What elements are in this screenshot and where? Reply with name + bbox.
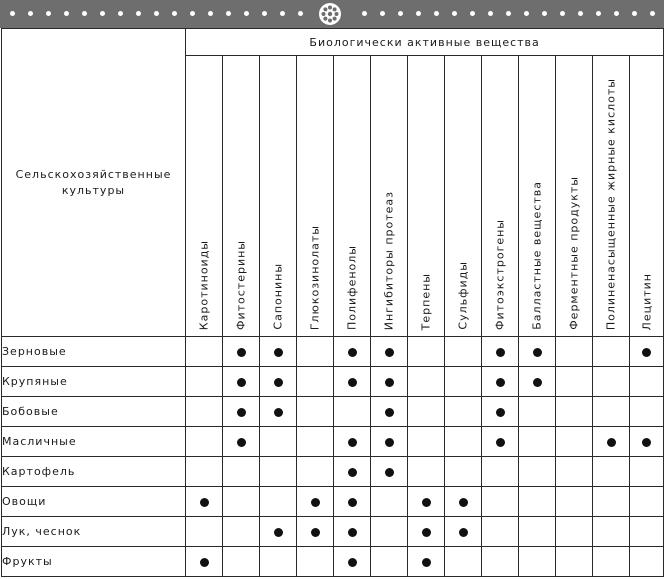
table-cell (482, 397, 519, 427)
substance-header (223, 56, 260, 337)
band-dot (298, 11, 303, 16)
presence-dot-icon (274, 408, 283, 417)
table-cell (334, 397, 371, 427)
presence-dot-icon (459, 528, 468, 537)
substance-header (593, 56, 630, 337)
presence-dot-icon (274, 348, 283, 357)
substance-header (408, 56, 445, 337)
table-cell (593, 487, 630, 517)
presence-dot-icon (642, 348, 651, 357)
table-cell (445, 427, 482, 457)
presence-dot-icon (496, 348, 505, 357)
table-cell (223, 397, 260, 427)
band-dot (10, 11, 15, 16)
table-cell (260, 397, 297, 427)
band-dot (46, 11, 51, 16)
band-dot (506, 11, 511, 16)
substance-label: Глюкозинолаты (308, 224, 322, 330)
table-cell (408, 457, 445, 487)
presence-dot-icon (274, 378, 283, 387)
presence-dot-icon (348, 468, 357, 477)
band-dot (524, 11, 529, 16)
table-cell (519, 367, 556, 397)
table-cell (593, 547, 630, 577)
table-cell (630, 517, 664, 547)
table-cell (593, 517, 630, 547)
table-cell (445, 457, 482, 487)
table-cell (519, 457, 556, 487)
presence-dot-icon (422, 528, 431, 537)
substance-label: Ферментные продукты (567, 176, 581, 330)
table-cell (408, 427, 445, 457)
crop-name: Масличные (2, 427, 186, 457)
table-row (2, 337, 664, 367)
table-cell (260, 367, 297, 397)
table-cell (260, 427, 297, 457)
substance-header (186, 56, 223, 337)
presence-dot-icon (422, 498, 431, 507)
table-cell (556, 517, 593, 547)
presence-dot-icon (348, 498, 357, 507)
table-cell (593, 457, 630, 487)
table-cell (482, 487, 519, 517)
band-dot (244, 11, 249, 16)
presence-dot-icon (385, 348, 394, 357)
table-cell (630, 397, 664, 427)
table-cell (556, 367, 593, 397)
presence-dot-icon (348, 528, 357, 537)
presence-dot-icon (348, 348, 357, 357)
table-cell (630, 367, 664, 397)
table-cell (445, 397, 482, 427)
substance-label: Полиненасыщенные жирные кислоты (604, 77, 618, 330)
presence-dot-icon (385, 438, 394, 447)
band-dot (226, 11, 231, 16)
substance-header (445, 56, 482, 337)
band-dot (154, 11, 159, 16)
table-cell (445, 547, 482, 577)
table-cell (186, 517, 223, 547)
presence-dot-icon (274, 528, 283, 537)
band-dot (614, 11, 619, 16)
table-cell (334, 517, 371, 547)
band-dot (82, 11, 87, 16)
table-cell (630, 427, 664, 457)
table-cell (186, 487, 223, 517)
presence-dot-icon (200, 498, 209, 507)
table-cell (260, 337, 297, 367)
table-cell (297, 457, 334, 487)
table-cell (186, 547, 223, 577)
band-dot (190, 11, 195, 16)
table-cell (408, 517, 445, 547)
table-row (2, 457, 664, 487)
table-cell (593, 427, 630, 457)
table-cell (371, 487, 408, 517)
presence-dot-icon (642, 438, 651, 447)
band-dot (452, 11, 457, 16)
table-cell (482, 427, 519, 457)
presence-dot-icon (385, 378, 394, 387)
substance-label: Терпены (419, 272, 433, 330)
band-dot (650, 11, 655, 16)
substance-label: Полифенолы (345, 245, 359, 330)
table-cell (408, 487, 445, 517)
presence-dot-icon (385, 408, 394, 417)
table-cell (445, 367, 482, 397)
crop-name: Бобовые (2, 397, 186, 427)
table-row (2, 367, 664, 397)
band-dot (280, 11, 285, 16)
table-cell (556, 427, 593, 457)
presence-dot-icon (607, 438, 616, 447)
substance-header (519, 56, 556, 337)
table-cell (519, 517, 556, 547)
table-row (2, 547, 664, 577)
table-cell (556, 487, 593, 517)
table-cell (445, 337, 482, 367)
table-cell (297, 487, 334, 517)
table-cell (482, 457, 519, 487)
table-cell (371, 547, 408, 577)
table-cell (408, 337, 445, 367)
band-dot (434, 11, 439, 16)
substance-label: Балластные вещества (530, 181, 544, 330)
table-cell (556, 397, 593, 427)
table-cell (334, 367, 371, 397)
table-cell (297, 397, 334, 427)
band-dot (488, 11, 493, 16)
presence-dot-icon (533, 378, 542, 387)
band-dot (416, 11, 421, 16)
band-dot (172, 11, 177, 16)
substance-header (630, 56, 664, 337)
table-cell (630, 487, 664, 517)
crop-name: Фрукты (2, 547, 186, 577)
crop-name: Зерновые (2, 337, 186, 367)
table-cell (186, 397, 223, 427)
substance-header (482, 56, 519, 337)
table-cell (556, 547, 593, 577)
presence-dot-icon (348, 438, 357, 447)
substance-label: Сульфиды (456, 261, 470, 330)
table-cell (445, 487, 482, 517)
table-cell (371, 427, 408, 457)
table-cell (593, 397, 630, 427)
table-cell (297, 517, 334, 547)
band-dot (632, 11, 637, 16)
table-cell (482, 367, 519, 397)
band-dot (578, 11, 583, 16)
table-cell (223, 457, 260, 487)
table-cell (334, 337, 371, 367)
presence-dot-icon (385, 468, 394, 477)
table-cell (186, 337, 223, 367)
table-cell (482, 517, 519, 547)
crop-column-header: Сельскохозяйственные культуры (2, 29, 186, 337)
table-cell (223, 427, 260, 457)
presence-dot-icon (496, 438, 505, 447)
table-cell (519, 487, 556, 517)
table-cell (519, 427, 556, 457)
table-cell (334, 487, 371, 517)
presence-dot-icon (496, 408, 505, 417)
table-cell (297, 367, 334, 397)
table-cell (334, 547, 371, 577)
table-cell (593, 337, 630, 367)
substance-label: Ингибиторы протеаз (382, 190, 396, 330)
table-cell (482, 337, 519, 367)
table-cell (223, 367, 260, 397)
substance-header (260, 56, 297, 337)
table-cell (223, 337, 260, 367)
table-cell (297, 547, 334, 577)
band-dot (136, 11, 141, 16)
table-cell (260, 487, 297, 517)
table-cell (519, 337, 556, 367)
table-row (2, 397, 664, 427)
crop-name: Картофель (2, 457, 186, 487)
band-dot (470, 11, 475, 16)
substance-label: Фитостерины (234, 240, 248, 330)
presence-dot-icon (496, 378, 505, 387)
presence-dot-icon (237, 348, 246, 357)
band-dot (380, 11, 385, 16)
presence-dot-icon (459, 498, 468, 507)
table-cell (556, 457, 593, 487)
table-cell (445, 517, 482, 547)
table-cell (371, 457, 408, 487)
snowflake-icon (318, 2, 342, 26)
table-cell (371, 367, 408, 397)
presence-dot-icon (422, 558, 431, 567)
table-cell (408, 547, 445, 577)
decorative-header-band (0, 0, 664, 28)
table-cell (630, 547, 664, 577)
table-cell (519, 397, 556, 427)
table-cell (186, 367, 223, 397)
table-cell (297, 427, 334, 457)
crop-name: Лук, чеснок (2, 517, 186, 547)
table-cell (630, 337, 664, 367)
table-cell (297, 337, 334, 367)
table-cell (556, 337, 593, 367)
substance-label: Сапонины (271, 263, 285, 330)
table-cell (371, 397, 408, 427)
table-cell (408, 367, 445, 397)
table-cell (186, 457, 223, 487)
band-dot (118, 11, 123, 16)
table-cell (408, 397, 445, 427)
substance-header (556, 56, 593, 337)
table-cell (371, 337, 408, 367)
substance-label: Каротиноиды (197, 239, 211, 330)
crop-name: Овощи (2, 487, 186, 517)
substance-header (371, 56, 408, 337)
substance-label: Фитоэкстрогены (493, 218, 507, 330)
table-cell (334, 457, 371, 487)
presence-dot-icon (237, 378, 246, 387)
table-cell (260, 547, 297, 577)
table-row (2, 517, 664, 547)
table-row (2, 427, 664, 457)
table-cell (223, 547, 260, 577)
presence-dot-icon (533, 348, 542, 357)
table-cell (260, 517, 297, 547)
table-cell (260, 457, 297, 487)
bioactive-substances-table (1, 28, 664, 577)
presence-dot-icon (311, 528, 320, 537)
presence-dot-icon (348, 378, 357, 387)
table-cell (371, 517, 408, 547)
table-cell (519, 547, 556, 577)
table-row (2, 487, 664, 517)
band-dot (262, 11, 267, 16)
band-dot (560, 11, 565, 16)
presence-dot-icon (348, 558, 357, 567)
table-cell (482, 547, 519, 577)
band-dot (362, 11, 367, 16)
band-dot (542, 11, 547, 16)
substances-group-header: Биологически активные вещества (186, 29, 664, 56)
presence-dot-icon (237, 408, 246, 417)
band-dot (100, 11, 105, 16)
band-dot (208, 11, 213, 16)
band-dot (64, 11, 69, 16)
table-cell (593, 367, 630, 397)
substance-label: Лецитин (640, 272, 654, 330)
table-cell (630, 457, 664, 487)
substance-header (297, 56, 334, 337)
substance-header (334, 56, 371, 337)
presence-dot-icon (237, 438, 246, 447)
table-cell (334, 427, 371, 457)
band-dot (28, 11, 33, 16)
crop-name: Крупяные (2, 367, 186, 397)
presence-dot-icon (311, 498, 320, 507)
table-cell (223, 517, 260, 547)
band-dot (398, 11, 403, 16)
table-cell (223, 487, 260, 517)
band-dot (596, 11, 601, 16)
table-cell (186, 427, 223, 457)
presence-dot-icon (200, 558, 209, 567)
